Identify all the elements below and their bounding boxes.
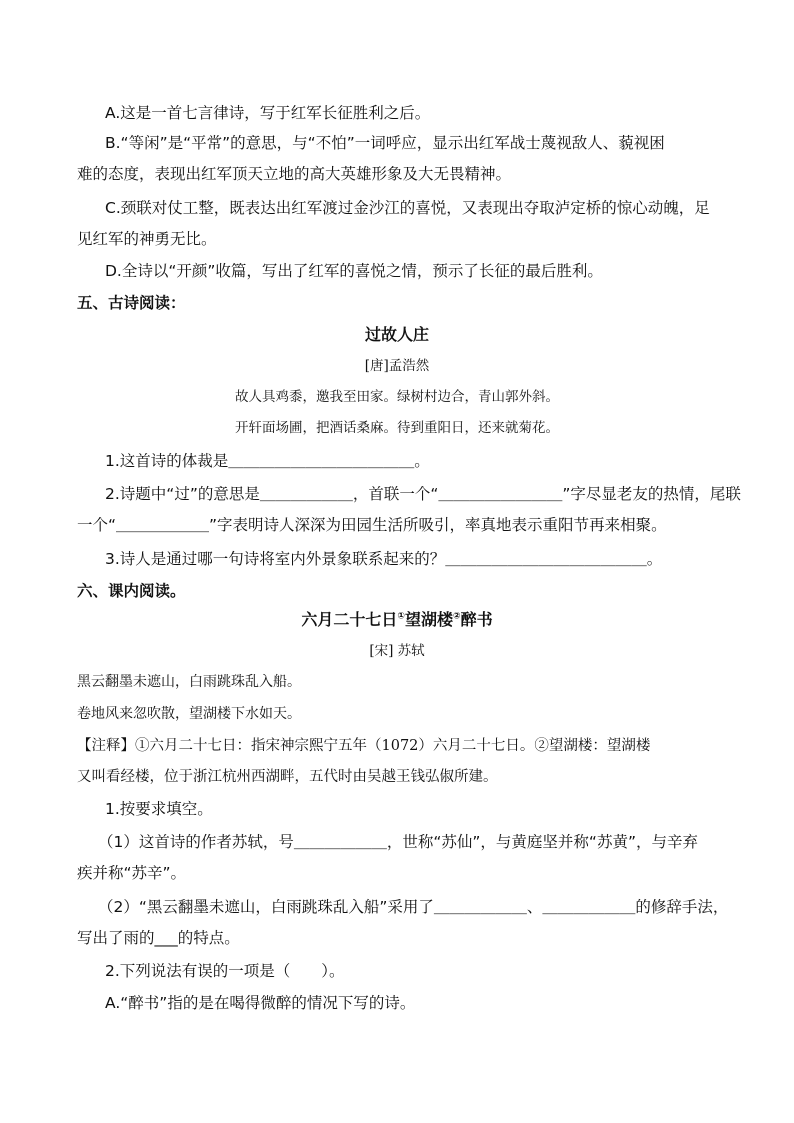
s5-question3: 3.诗人是通过哪一句诗将室内外景象联系起来的？＿＿＿＿＿＿＿＿＿＿＿＿＿。	[105, 550, 663, 568]
footnote-marker-1: ①	[397, 611, 405, 622]
footnote-marker-2: ②	[453, 611, 461, 622]
annotation-line2: 又叫看经楼，位于浙江杭州西湖畔，五代时由吴越王钱弘俶所建。	[77, 769, 498, 785]
s6-question1-1-line1: （1）这首诗的作者苏轼，号＿＿＿＿＿＿，世称“苏仙”，与黄庭坚并称“苏黄”，与辛弃	[98, 833, 698, 851]
section6-heading: 六、课内阅读。	[77, 582, 186, 600]
option-b-line1: B.“等闲”是“平常”的意思，与“不怕”一词呼应，显示出红军战士蔑视敌人、藐视困	[105, 134, 665, 152]
section5-heading: 五、古诗阅读：	[77, 294, 186, 312]
poem2-line1: 黑云翻墨未遮山，白雨跳珠乱入船。	[77, 674, 301, 690]
poem2-author: [宋] 苏轼	[369, 643, 425, 659]
poem1-author: [唐]孟浩然	[364, 358, 430, 374]
s5-question1: 1.这首诗的体裁是＿＿＿＿＿＿＿＿＿＿＿＿。	[105, 452, 430, 470]
poem2-title	[0, 610, 794, 630]
poem2-title-part1: 六月二十七日	[301, 610, 398, 629]
poem1-title: 过故人庄	[364, 325, 429, 344]
s6-question1-1-line2: 疾并称“苏辛”。	[77, 864, 187, 882]
option-a: A.这是一首七言律诗，写于红军长征胜利之后。	[105, 104, 431, 122]
annotation-line1: 【注释】①六月二十七日：指宋神宗熙宁五年（1072）六月二十七日。②望湖楼：望湖楼	[77, 738, 651, 754]
option-b-line2: 难的态度，表现出红军顶天立地的高大英雄形象及大无畏精神。	[77, 165, 512, 183]
s6-question1-2-line2: 写出了雨的___的特点。	[77, 929, 240, 947]
option-c-line1: C.颈联对仗工整，既表达出红军渡过金沙江的喜悦，又表现出夺取泸定桥的惊心动魄，足	[105, 199, 710, 217]
s6-question1-2-line1: （2）“黑云翻墨未遮山，白雨跳珠乱入船”采用了＿＿＿＿＿＿、＿＿＿＿＿＿的修辞手法，	[98, 898, 729, 916]
poem1-line2: 开轩面场圃，把酒话桑麻。待到重阳日，还来就菊花。	[235, 420, 559, 436]
option-d: D.全诗以“开颜”收篇，写出了红军的喜悦之情，预示了长征的最后胜利。	[105, 262, 603, 280]
poem2-line2: 卷地风来忽吹散，望湖楼下水如天。	[77, 706, 301, 722]
option-c-line2: 见红军的神勇无比。	[77, 230, 217, 248]
s5-question2-line1: 2.诗题中“过”的意思是＿＿＿＿＿＿，首联一个“＿＿＿＿＿＿＿＿”字尽显老友的热情，尾联	[105, 485, 741, 503]
s6-question2-title: 2.下列说法有误的一项是（ ）。	[105, 962, 345, 980]
s5-question2-line2: 一个“＿＿＿＿＿＿”字表明诗人深深为田园生活所吸引，率真地表示重阳节再来相聚。	[77, 516, 667, 534]
s6-question2-option-a: A.“醉书”指的是在喝得微醉的情况下写的诗。	[105, 994, 416, 1012]
poem1-line1: 故人具鸡黍，邀我至田家。绿树村边合，青山郭外斜。	[235, 389, 559, 405]
s6-question1-title: 1.按要求填空。	[105, 800, 213, 818]
poem2-title-part3: 醉书	[460, 610, 493, 629]
poem2-title-part2: 望湖楼	[404, 610, 453, 629]
